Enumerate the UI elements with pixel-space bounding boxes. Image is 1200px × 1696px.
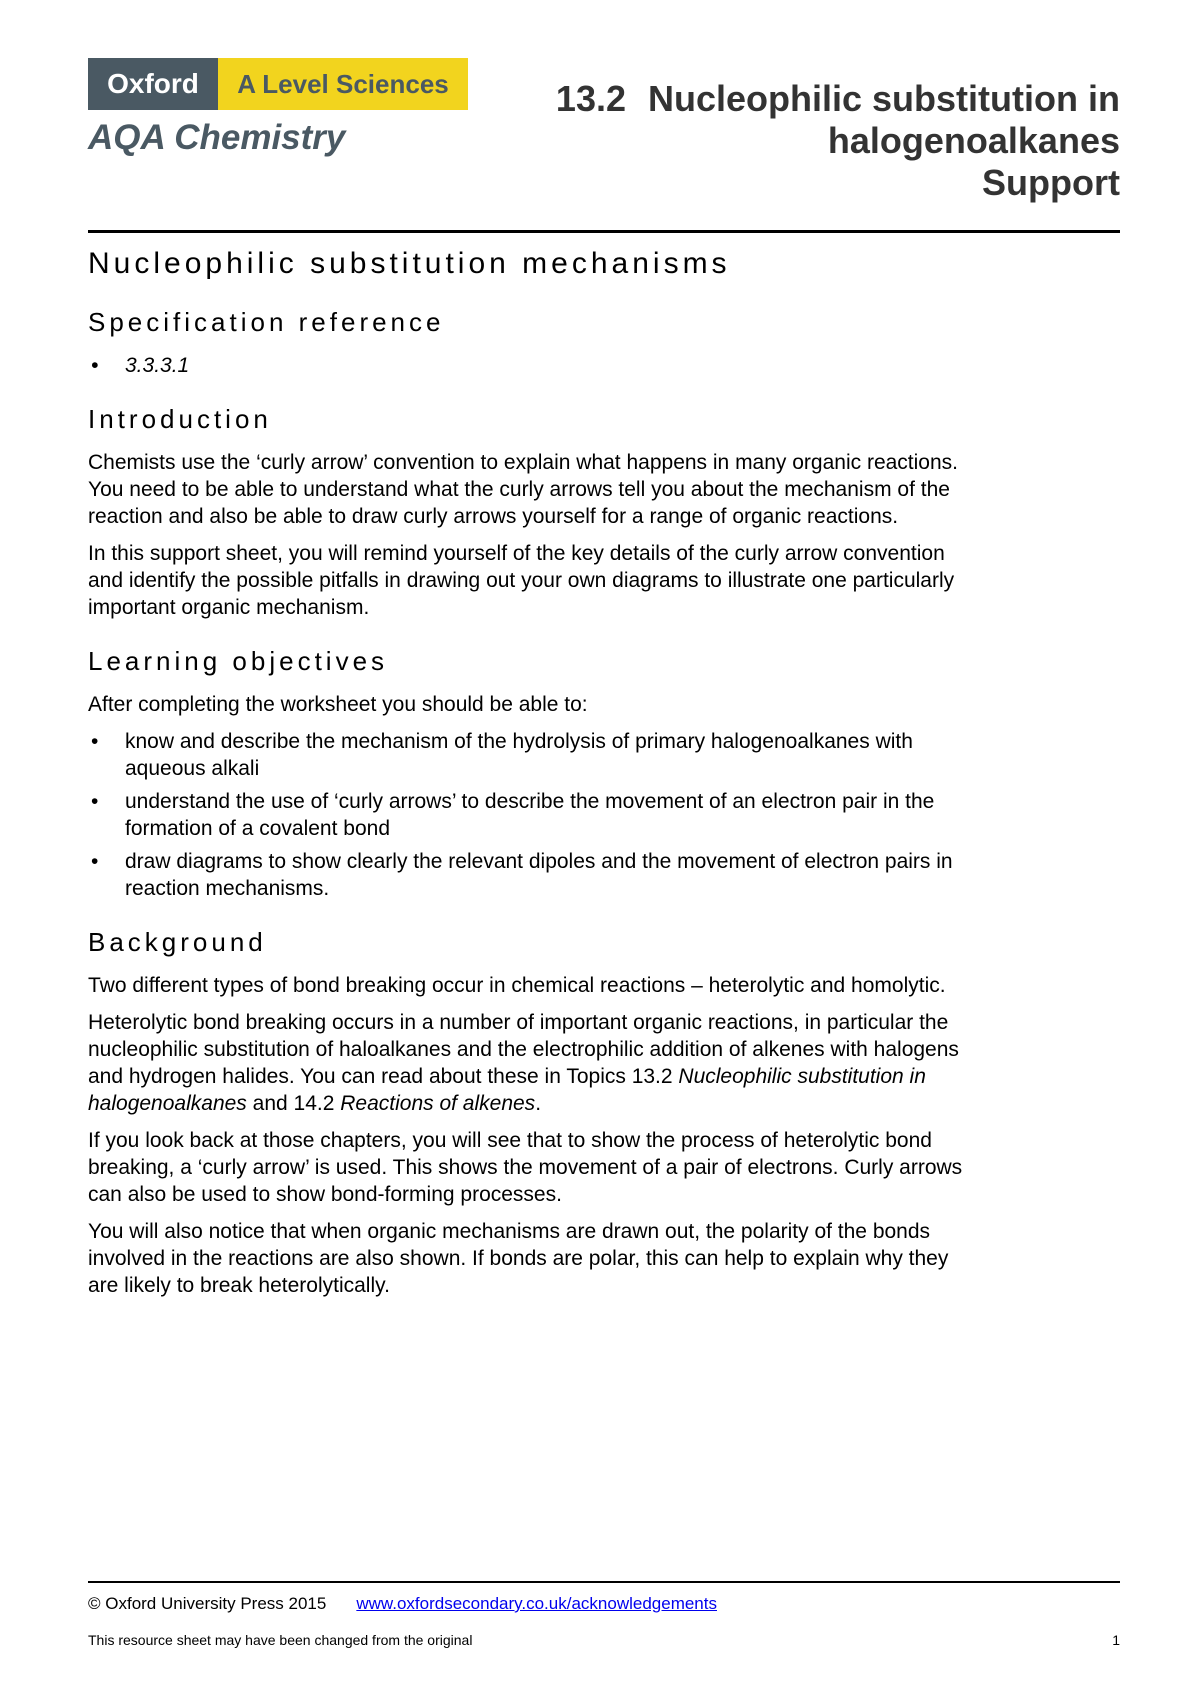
topic-subtitle: Support xyxy=(982,162,1120,203)
background-p2-end: . xyxy=(535,1092,542,1115)
page-number: 1 xyxy=(1112,1632,1120,1648)
background-paragraph-1: Two different types of bond breaking occur in chemical reactions – heterolytic and homolytic. xyxy=(88,974,946,997)
background-p2-text: Heterolytic bond breaking occurs in a number of important organic reactions, in particular the nucleophilic substitution of haloalkanes and the electrophilic addition of alkenes with halogens and hydrogen halides. You can read about these in Topics 13.2 xyxy=(88,1011,959,1088)
background-paragraph-2 xyxy=(88,1009,968,1117)
background-p2-mid: and 14.2 xyxy=(246,1092,341,1115)
background-paragraph-3: If you look back at those chapters, you will see that to show the process of heterolytic bond breaking, a ‘curly arrow’ is used. This shows the movement of a pair of electrons. Curly arrows can also be used to show bond-forming processes. xyxy=(88,1129,963,1206)
intro-heading: Introduction xyxy=(88,404,272,434)
logo-series: A Level Sciences xyxy=(218,58,468,110)
topic-reference-2: Reactions of alkenes xyxy=(340,1092,536,1115)
topic-title-line2: halogenoalkanes xyxy=(827,120,1120,161)
background-heading: Background xyxy=(88,927,267,957)
background-paragraph-4: You will also notice that when organic mechanisms are drawn out, the polarity of the bonds involved in the reactions are also shown. If bonds are polar, this can help to explain why they are likely to break heterolytically. xyxy=(88,1220,949,1297)
spec-section xyxy=(88,306,968,379)
footer xyxy=(88,1594,1120,1614)
intro-paragraph-2: In this support sheet, you will remind yourself of the key details of the curly arrow convention and identify the possible pitfalls in drawing out your own diagrams to illustrate one particularly important organic mechanism. xyxy=(88,542,955,619)
topic-number: 13.2 xyxy=(555,78,626,119)
topic-reference-1: Nucleophilic substitution in halogenoalkanes xyxy=(88,1065,926,1115)
topic-title-line1: Nucleophilic substitution in xyxy=(648,78,1120,119)
topic-title xyxy=(500,78,1120,204)
spec-heading: Specification reference xyxy=(88,307,445,337)
footer-divider xyxy=(88,1581,1120,1583)
main-content xyxy=(88,246,968,1323)
intro-section xyxy=(88,403,968,621)
objective-item: • understand the use of ‘curly arrows’ to describe the movement of an electron pair in the formation of a covalent bond xyxy=(88,788,968,842)
objectives-section xyxy=(88,645,968,902)
intro-paragraph-1: Chemists use the ‘curly arrow’ convention to explain what happens in many organic reactions. You need to be able to understand what the curly arrows tell you about the mechanism of the reaction and also be able to draw curly arrows yourself for a range of organic reactions. xyxy=(88,451,959,528)
logo-brand: Oxford xyxy=(88,58,218,110)
acknowledgements-link[interactable]: www.oxfordsecondary.co.uk/acknowledgements xyxy=(356,1594,717,1613)
changed-notice: This resource sheet may have been changed from the original xyxy=(88,1632,473,1648)
copyright-text: © Oxford University Press 2015 xyxy=(88,1594,327,1613)
footer-note xyxy=(88,1632,1120,1648)
objectives-list xyxy=(88,728,968,902)
spec-item: • 3.3.3.1 xyxy=(88,352,968,379)
objectives-heading: Learning objectives xyxy=(88,646,389,676)
background-section xyxy=(88,926,968,1299)
publisher-logo xyxy=(88,58,468,110)
objectives-lead: After completing the worksheet you should be able to: xyxy=(88,693,588,716)
header-divider xyxy=(88,230,1120,233)
spec-list xyxy=(88,352,968,379)
objective-item: • know and describe the mechanism of the hydrolysis of primary halogenoalkanes with aqueous alkali xyxy=(88,728,968,782)
subject-title: AQA Chemistry xyxy=(88,118,346,157)
sheet-title: Nucleophilic substitution mechanisms xyxy=(88,247,731,280)
objective-item: • draw diagrams to show clearly the relevant dipoles and the movement of electron pairs in reaction mechanisms. xyxy=(88,848,968,902)
